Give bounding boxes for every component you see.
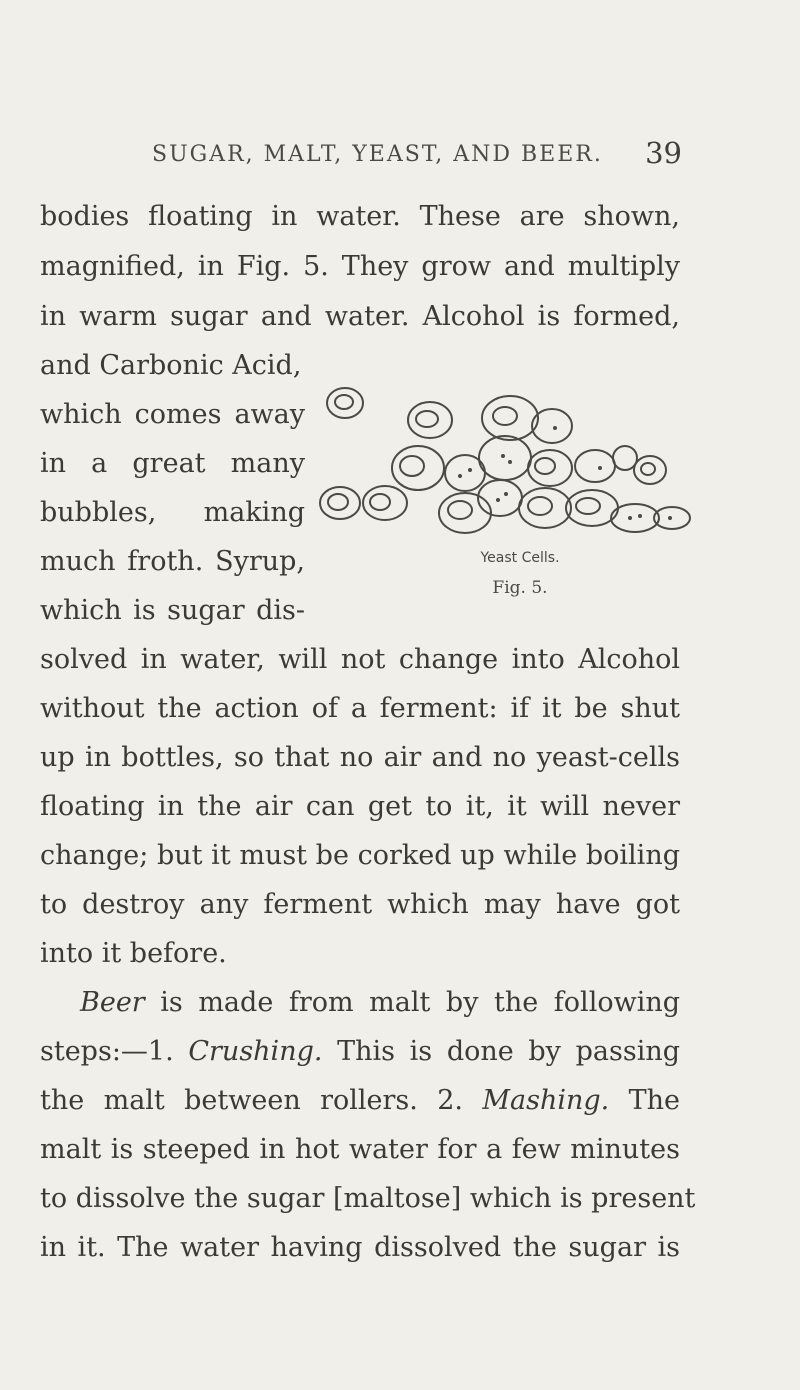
text-line xyxy=(40,1035,680,1069)
text-line: which comes away xyxy=(40,399,305,430)
text-line: in a great many xyxy=(40,448,305,479)
term-beer: Beer xyxy=(80,987,145,1018)
text-line: to destroy any ferment which may have got xyxy=(40,889,680,920)
text-line: malt is steeped in hot water for a few minutes xyxy=(40,1134,680,1165)
text-line: and Carbonic Acid, xyxy=(40,350,302,381)
text-line: bubbles, making xyxy=(40,497,305,528)
text-line: to dissolve the sugar [maltose] which is present xyxy=(40,1183,696,1214)
text-span: is made from malt by the following xyxy=(144,987,680,1018)
text-line: in it. The water having dissolved the sugar is xyxy=(40,1232,680,1263)
figure-number: Fig. 5. xyxy=(492,578,548,598)
text-line: magnified, in Fig. 5. They grow and multiply xyxy=(40,251,680,282)
text-line: floating in the air can get to it, it will never xyxy=(40,791,680,822)
text-line: in warm sugar and water. Alcohol is formed, xyxy=(40,301,680,332)
text-line: much froth. Syrup, xyxy=(40,546,305,577)
text-span: steps:—1. xyxy=(40,1036,189,1067)
yeast-cells-illustration xyxy=(300,358,700,558)
text-line: change; but it must be corked up while boiling xyxy=(40,840,680,871)
text-line: bodies floating in water. These are shown, xyxy=(40,201,680,232)
text-span: The xyxy=(609,1085,680,1116)
term-crushing: Crushing. xyxy=(188,1036,323,1067)
text-line: solved in water, will not change into Alcohol xyxy=(40,644,680,675)
text-line: up in bottles, so that no air and no yeast-cells xyxy=(40,742,680,773)
text-line: which is sugar dis- xyxy=(40,595,305,626)
running-head xyxy=(152,136,682,176)
text-span: the malt between rollers. 2. xyxy=(40,1085,483,1116)
text-line xyxy=(40,986,680,1020)
text-line xyxy=(40,1084,680,1118)
term-mashing: Mashing. xyxy=(482,1085,610,1116)
figure-caption: Yeast Cells. xyxy=(480,550,560,566)
text-line: without the action of a ferment: if it be shut xyxy=(40,693,680,724)
running-title: SUGAR, MALT, YEAST, AND BEER. xyxy=(152,142,603,167)
text-line: into it before. xyxy=(40,938,227,969)
page-number: 39 xyxy=(645,136,682,170)
text-span: This is done by passing xyxy=(322,1036,681,1067)
